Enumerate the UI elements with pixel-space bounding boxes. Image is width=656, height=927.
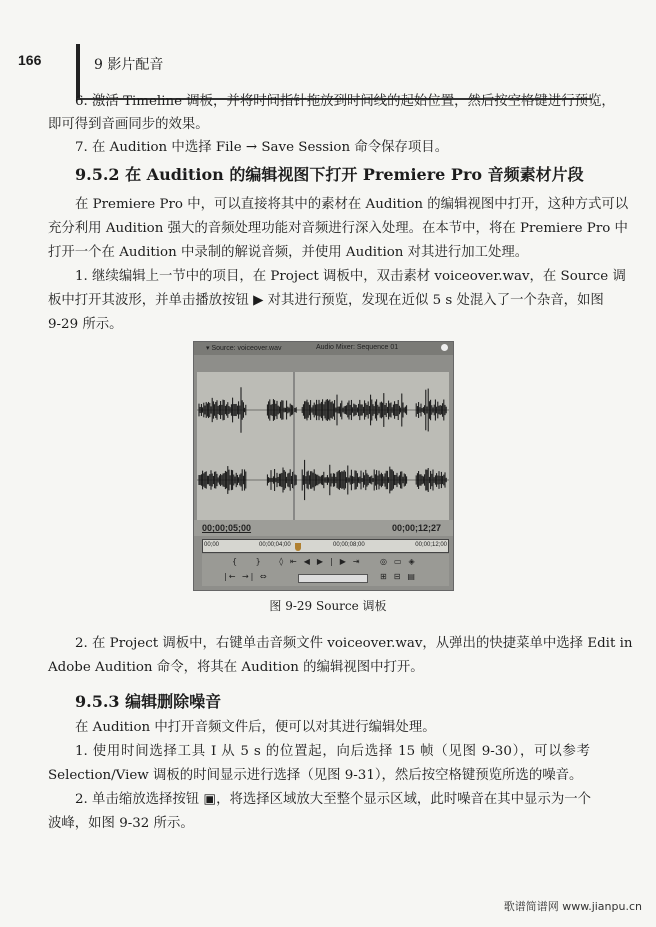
ruler-tick: 00;00;08;00	[333, 542, 365, 548]
tab-source: ▾ Source: voiceover.wav	[206, 345, 282, 352]
figure-caption: 图 9-29 Source 调板	[269, 599, 387, 613]
timecode-bar	[194, 520, 453, 536]
panel-menu-icon	[441, 344, 448, 351]
chapter-title: 9 影片配音	[94, 57, 164, 73]
paragraph-line: 1. 使用时间选择工具 I 从 5 s 的位置起，向后选择 15 帧（见图 9-30），可以参考	[75, 744, 590, 759]
waveform	[197, 372, 449, 520]
paragraph-line: 7. 在 Audition 中选择 File → Save Session 命令保存项目。	[75, 140, 449, 155]
paragraph-line: 波峰，如图 9-32 所示。	[48, 816, 194, 831]
paragraph-line: 2. 在 Project 调板中，右键单击音频文件 voiceover.wav，从弹出的快捷菜单中选择 Edit in	[75, 636, 633, 651]
page-number: 166	[18, 52, 42, 68]
goto-buttons-icon: |← →| ⇔	[224, 572, 269, 581]
paragraph-line: 即可得到音画同步的效果。	[48, 117, 209, 132]
ruler-tick: 00;00;04;00	[259, 542, 291, 548]
playhead-icon	[295, 543, 301, 551]
paragraph-line: 6. 激活 Timeline 调板，并将时间指针拖放到时间线的起始位置，然后按空格键进行预览，	[75, 94, 615, 109]
paragraph-line: 板中打开其波形，并单击播放按钮 ▶ 对其进行预览，发现在近似 5 s 处混入了一个杂音，如图	[48, 293, 604, 308]
paragraph-line: 打开一个在 Audition 中录制的解说音频，并使用 Audition 对其进行加工处理。	[48, 245, 529, 260]
jog-shuttle	[298, 574, 368, 583]
ruler-tick: 00;00;12;00	[415, 542, 447, 548]
current-timecode: 00;00;05;00	[202, 523, 252, 533]
paragraph-line: 在 Premiere Pro 中，可以直接将其中的素材在 Audition 的编辑视图中打开，这种方式可以	[75, 197, 629, 212]
mark-buttons-icon: { } ◊	[232, 557, 292, 566]
ruler-tick: 00;00	[204, 542, 220, 548]
paragraph-line: 1. 继续编辑上一节中的项目，在 Project 调板中，双击素材 voiceover.wav，在 Source 调	[75, 269, 626, 284]
duration-timecode: 00;00;12;27	[391, 523, 441, 533]
tab-audio-mixer: Audio Mixer: Sequence 01	[316, 344, 399, 351]
paragraph-line: 在 Audition 中打开音频文件后，便可以对其进行编辑处理。	[75, 720, 436, 735]
watermark: 歌谱简谱网 www.jianpu.cn	[503, 900, 642, 913]
paragraph-line: 9-29 所示。	[48, 317, 123, 332]
tool-buttons-icon: ◎▭◈	[380, 557, 422, 566]
insert-buttons-icon: ⊞⊟▤	[380, 572, 422, 581]
panel-tabs	[194, 342, 453, 355]
section-heading-9-5-2: 9.5.2 在 Audition 的编辑视图下打开 Premiere Pro 音频素材片段	[75, 165, 584, 184]
time-ruler	[202, 539, 449, 553]
paragraph-line: 充分利用 Audition 强大的音频处理功能对音频进行深入处理。在本节中，将在 Premiere Pro 中	[48, 221, 628, 236]
section-heading-9-5-3: 9.5.3 编辑删除噪音	[75, 692, 222, 711]
transport-controls	[202, 554, 449, 586]
paragraph-line: 2. 单击缩放选择按钮 ▣，将选择区域放大至整个显示区域，此时噪音在其中显示为一个	[75, 792, 592, 807]
play-buttons-icon: ⇤◀▶|▶⇥	[290, 557, 367, 566]
figure-source-panel	[193, 341, 454, 591]
paragraph-line: Adobe Audition 命令，将其在 Audition 的编辑视图中打开。	[48, 660, 424, 675]
paragraph-line: Selection/View 调板的时间显示进行选择（见图 9-31），然后按空格键预览所选的噪音。	[48, 768, 583, 783]
